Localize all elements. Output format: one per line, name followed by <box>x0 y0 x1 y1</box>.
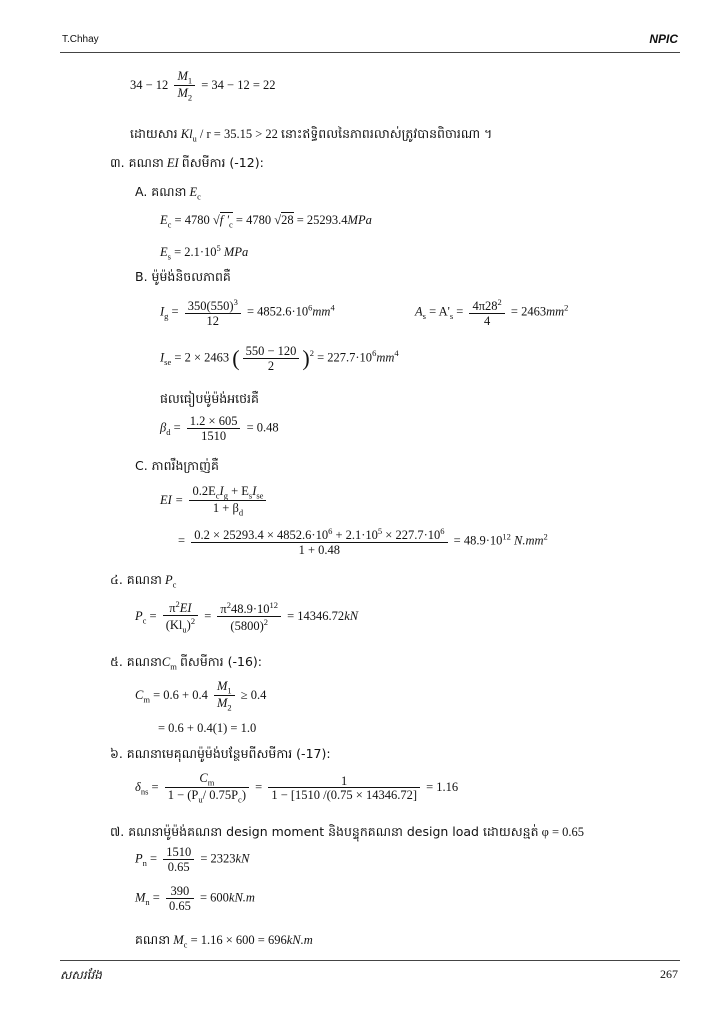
eq-pc: $P_c$ = $\frac{\pi^2EI}{(Kl_u)^2}$ = $\frac{\pi^248.9\cdot 10^{12}}{(5800)^2}$ = 14346.72kN <box>135 599 359 635</box>
eq-pn: $P_n$ = $\frac{1510}{0.65}$ = 2323kN <box>135 845 250 874</box>
eq-ig: $I_g$ = $\frac{350(550)^3}{12}$ = $4852.6\cdot 10^6mm^4$ <box>160 297 335 328</box>
eq-es: $E_s = 2.1\cdot 10^5$ MPa <box>160 243 249 262</box>
eq-ei-formula: EI = $\frac{0.2E_cI_g + E_sI_{se}}{1 + \beta_d}$ <box>160 485 269 517</box>
footer-rule <box>60 960 680 961</box>
eq-ei-value: = $\frac{0.2 \times 25293.4 \times 4852.6\cdot 10^6 + 2.1\cdot 10^5 \times 227.7\cdot 10^6}{1 + 0.48}$ = $48.9\cdot 10^{12}$ $N.mm^2$ <box>178 526 548 557</box>
eq-as: $A_s = A'_s$ = $\frac{4\pi 28^2}{4}$ = $2463mm^2$ <box>415 297 569 328</box>
header-institution: NPIC <box>649 32 678 46</box>
eq-cm-formula: $C_m = 0.6 + 0.4$ $\frac{M_1}{M_2}$ ≥ 0.4 <box>135 679 267 713</box>
section-6-heading: ៦. គណនាមេគុណម៉ូម៉ង់បន្ថែមពីសមីការ (-17): <box>110 746 331 761</box>
section-A-heading: A. គណនា $E_c$ <box>135 184 201 202</box>
eq-ise: $I_{se} = 2 \times 2463$ ( $\frac{550 - 120}{2}$ )$^2 = 227.7\cdot 10^6mm^4$ <box>160 344 399 373</box>
section-7-heading: ៧. គណនាម៉ូម៉ង់គណនា design moment និងបន្ទុកគណនា design load ដោយសន្មត់ φ = 0.65 <box>110 824 585 839</box>
slenderness-statement: ដោយសារ $Kl_u / r = 35.15 > 22$ នោះឥទ្ធិពលនៃភាពរលាស់ត្រូវបានពិចារណា ។ <box>130 126 493 144</box>
eq-moment-ratio: 34 − 12 $\frac{M_1}{M_2}$ = 34 − 12 = 22 <box>130 69 276 103</box>
eq-delta-ns: $\delta_{ns}$ = $\frac{C_m}{1 - (P_u/ 0.75P_c)}$ = $\frac{1}{1 - [1510 /(0.75 \times 14346.72]}$ = 1.16 <box>135 771 459 805</box>
section-C-heading: C. ភាពរឹងក្រាញ់គឺ <box>135 458 219 473</box>
header-rule <box>60 52 680 53</box>
eq-cm-value: = 0.6 + 0.4(1) = 1.0 <box>158 721 257 735</box>
page-number: 267 <box>660 967 678 981</box>
eq-mc: គណនា $M_c = 1.16 \times 600 = 696kN.m$ <box>135 932 313 950</box>
eq-beta-d: $\beta_d$ = $\frac{1.2 \times 605}{1510}$ = 0.48 <box>160 414 279 443</box>
eq-mn: $M_n$ = $\frac{390}{0.65}$ = 600kN.m <box>135 884 255 913</box>
footer-chapter: សសរវែង <box>60 968 102 982</box>
section-B-heading: B. ម៉ូម៉ង់និចលភាពគឺ <box>135 269 231 284</box>
header-author: T.Chhay <box>62 34 99 45</box>
eq-ec: $E_c = 4780$ √f '$_c = 4780$ √28 = 25293.4MPa <box>160 213 372 230</box>
section-5-heading: ៥. គណនា$C_m$ ពីសមីការ (-16): <box>110 654 262 672</box>
section-3-heading: ៣. គណនា EI ពីសមីការ (-12): <box>110 155 264 170</box>
ratio-heading: ផលធៀបម៉ូម៉ង់អថេរគឺ <box>160 391 259 406</box>
section-4-heading: ៤. គណនា $P_c$ <box>110 572 177 590</box>
